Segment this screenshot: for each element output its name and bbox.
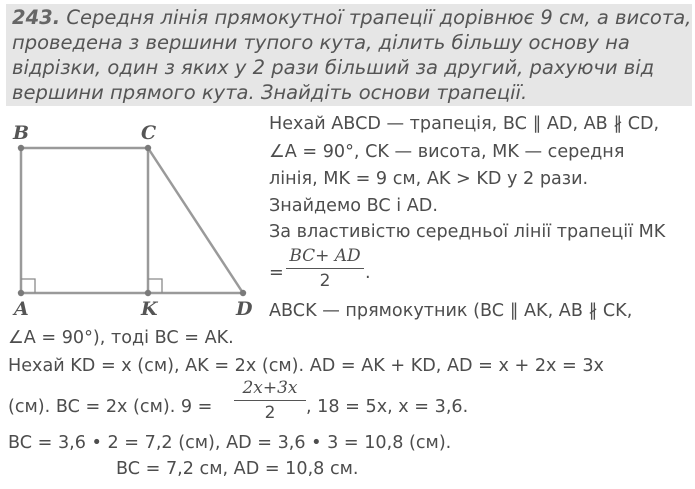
equation-fraction-denominator: 2 <box>264 403 276 423</box>
vertex-c-dot <box>145 145 151 151</box>
fraction-bar <box>234 400 306 401</box>
equation-fraction-numerator: 2x+3x <box>242 378 298 398</box>
problem-line-3: відрізки, один з яких у 2 рази більший за другий, рахуючи від <box>12 56 655 79</box>
solution-line-11: BC = 3,6 • 2 = 7,2 (см), AD = 3,6 • 3 = 10,8 (см). <box>8 433 452 453</box>
answer-line: BC = 7,2 см, AD = 10,8 см. <box>116 459 359 479</box>
problem-line-1-text: Середня лінія прямокутної трапеції дорівнює 9 см, а висота, <box>66 6 692 29</box>
label-c: C <box>141 122 157 144</box>
solution-line-10a: (см). BC = 2x (см). 9 = <box>8 397 213 417</box>
equation-fraction <box>234 378 306 423</box>
solution-line-4: Знайдемо BC і AD. <box>269 196 438 216</box>
vertex-k-dot <box>145 290 151 296</box>
midline-fraction <box>286 246 364 291</box>
problem-number: 243. <box>12 6 61 29</box>
side-cd <box>148 148 243 293</box>
vertex-b-dot <box>18 145 24 151</box>
label-a: A <box>14 298 29 320</box>
solution-line-9: Нехай KD = x (см), AK = 2x (см). AD = AK + KD, AD = x + 2x = 3x <box>8 356 604 376</box>
solution-line-10b: , 18 = 5x, x = 3,6. <box>306 397 469 417</box>
midline-fraction-numerator: BC+ AD <box>289 246 361 266</box>
solution-line-6-end: . <box>365 263 371 283</box>
solution-line-2: ∠A = 90°, CK — висота, MK — середня <box>269 142 625 162</box>
solution-line-5: За властивістю середньої лінії трапеції MK <box>269 222 666 242</box>
problem-line-4: вершини прямого кута. Знайдіть основи трапеції. <box>12 81 528 104</box>
solution-line-6-eq: = <box>269 263 284 283</box>
solution-line-1: Нехай ABCD — трапеція, BC ∥ AD, AB ∦ CD, <box>269 114 660 134</box>
midline-fraction-denominator: 2 <box>319 271 331 291</box>
label-d: D <box>236 298 253 320</box>
vertex-d-dot <box>240 290 246 296</box>
fraction-bar <box>286 268 364 269</box>
solution-line-8: ∠A = 90°), тоді BC = AK. <box>8 328 234 348</box>
vertex-a-dot <box>18 290 24 296</box>
solution-line-3: лінія, MK = 9 см, AK > KD у 2 рази. <box>269 169 589 189</box>
problem-line-2: проведена з вершини тупого кута, ділить більшу основу на <box>12 31 630 54</box>
solution-line-7: ABCK — прямокутник (BC ∥ AK, AB ∦ CK, <box>269 301 633 321</box>
label-k: K <box>141 298 158 320</box>
label-b: B <box>13 122 30 144</box>
